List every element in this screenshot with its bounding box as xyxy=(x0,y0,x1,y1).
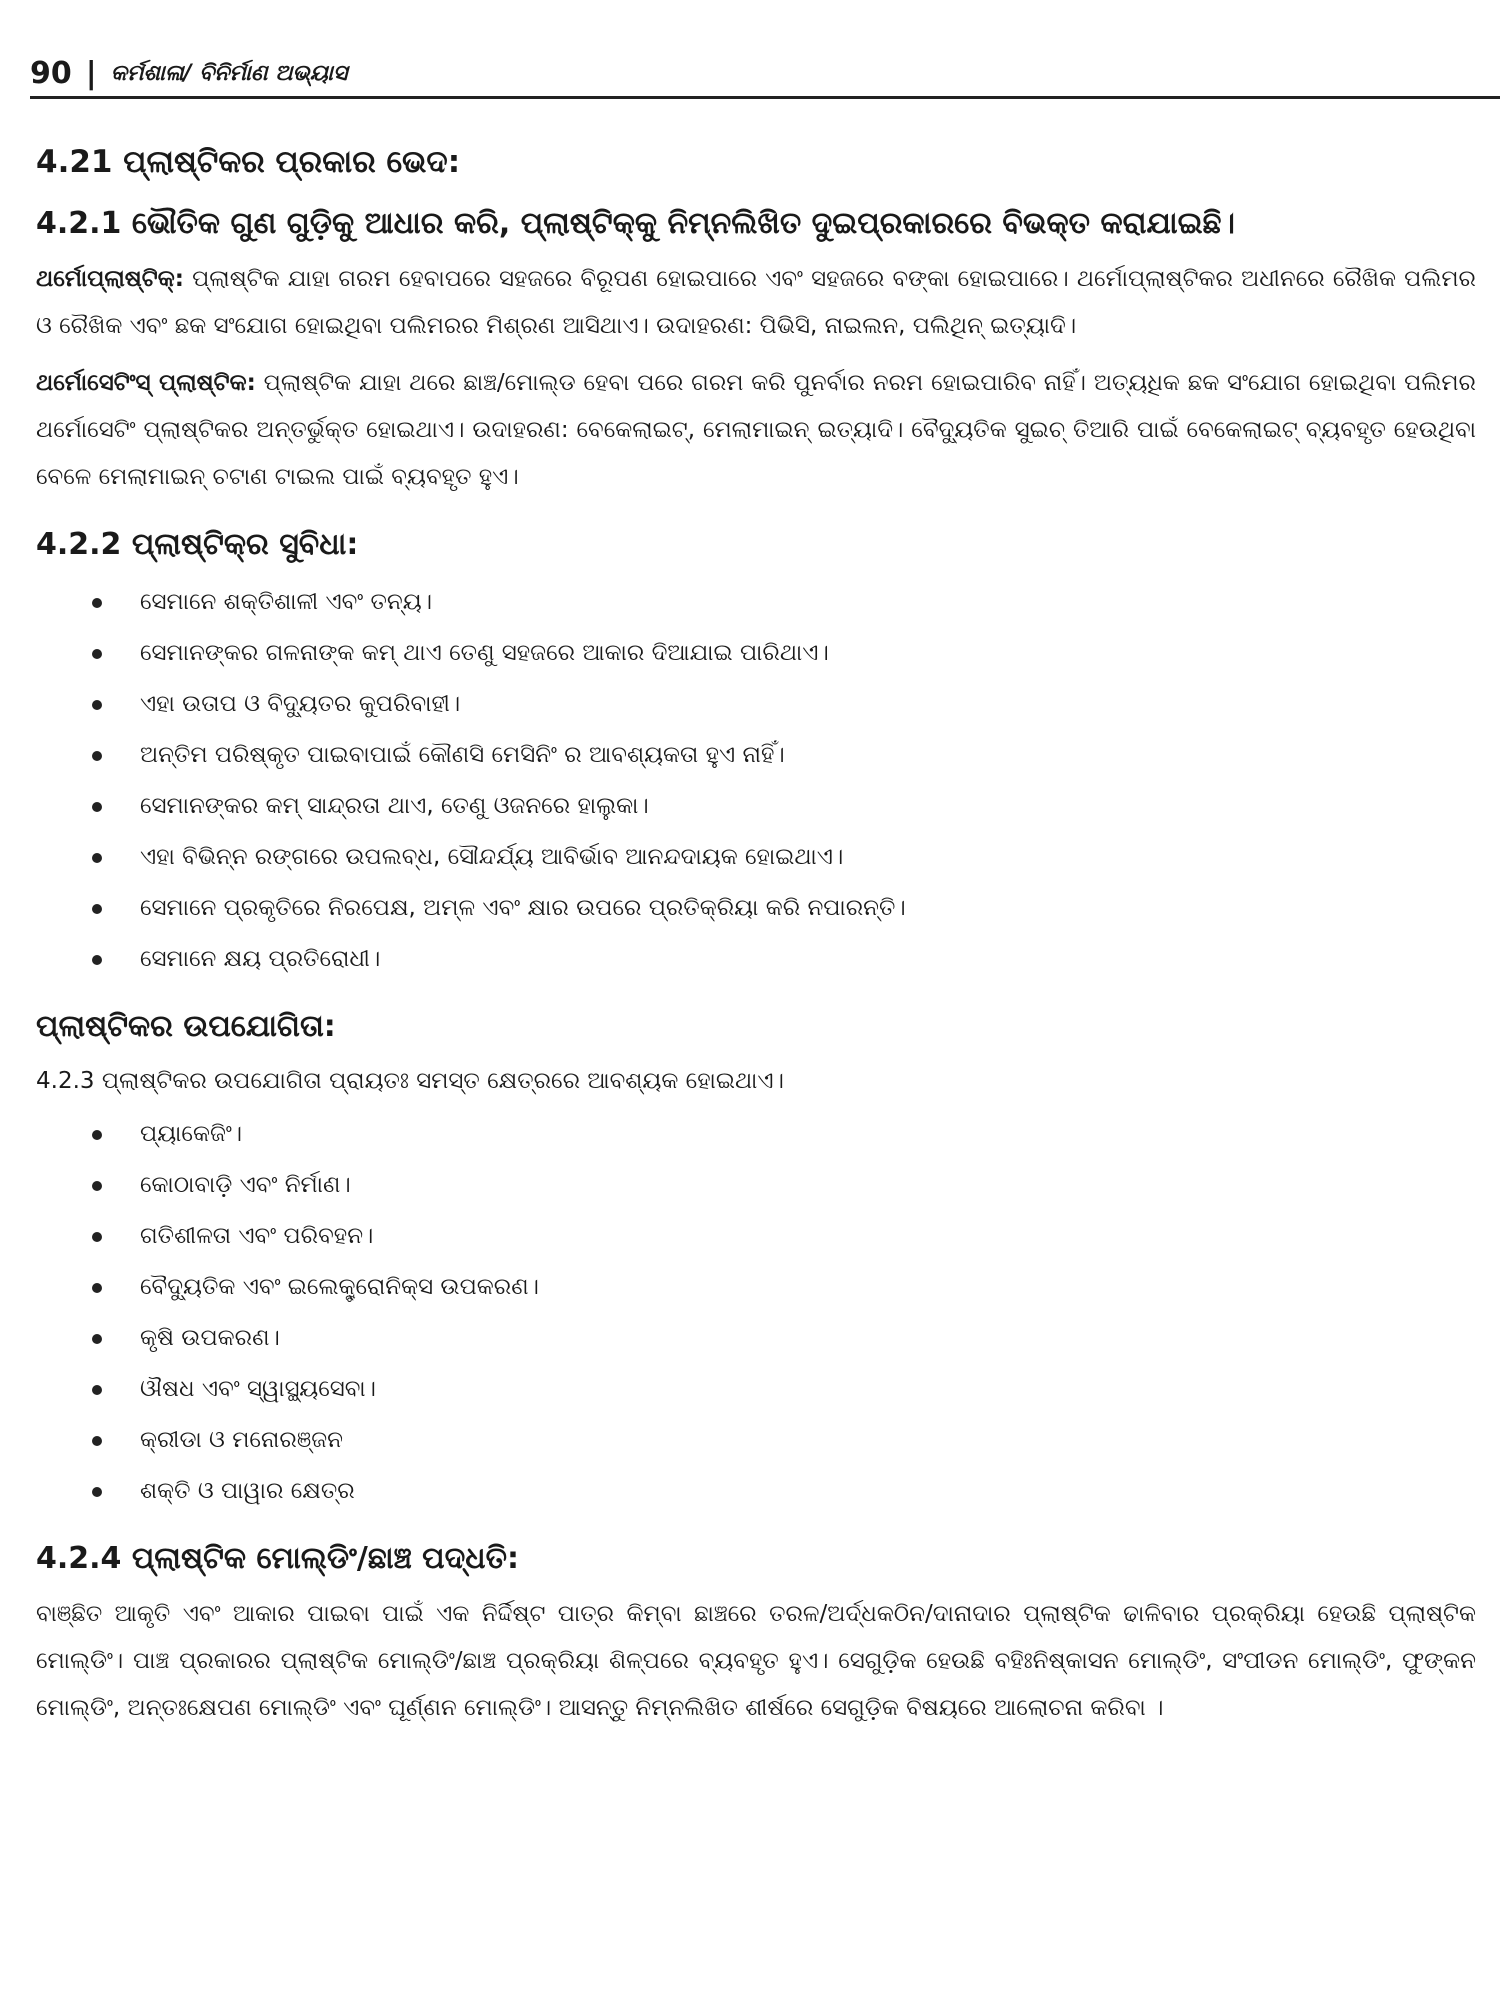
bullet-icon xyxy=(92,751,102,761)
bullet-icon xyxy=(92,598,102,608)
list-item-text: ବୈଦ୍ୟୁତିକ ଏବଂ ଇଲେକ୍ଟ୍ରୋନିକ୍ସ ଉପକରଣ। xyxy=(140,1274,539,1300)
list-item xyxy=(92,934,1476,985)
list-item-text: ସେମାନେ କ୍ଷୟ ପ୍ରତିରୋଧୀ। xyxy=(140,946,381,972)
list-item xyxy=(92,1364,1476,1415)
uses-intro: 4.2.3 ପ୍ଲାଷ୍ଟିକର ଉପଯୋଗିତା ପ୍ରାୟତଃ ସମସ୍ତ କ୍ଷେତ୍ରରେ ଆବଶ୍ୟକ ହୋଇଥାଏ। xyxy=(36,1068,784,1094)
list-item-text: କ୍ରୀଡା ଓ ମନୋରଞ୍ଜନ xyxy=(140,1427,343,1453)
bullet-icon xyxy=(92,1283,102,1293)
list-item xyxy=(92,832,1476,883)
running-title: କର୍ମଶାଳା/ ବିନିର୍ମାଣ ଅଭ୍ୟାସ xyxy=(110,60,348,86)
molding-paragraph: ବାଞ୍ଛିତ ଆକୃତି ଏବଂ ଆକାର ପାଇବା ପାଇଁ ଏକ ନିର୍ଦ୍ଦିଷ୍ଟ ପାତ୍ର କିମ୍ବା ଛାଞ୍ଚରେ ତରଳ/ଅର୍ଦ୍ଧକଠିନ/ଦାନାଦାର ପ୍ଲାଷ୍ଟିକ ଢାଳିବାର ପ୍ରକ୍ରିୟା ହେଉଛି ପ୍ଲାଷ୍ଟିକ ମୋଲ୍ଡିଂ। ପାଞ୍ଚ ପ୍ରକାରର ପ୍ଲାଷ୍ଟିକ ମୋଲ୍ଡିଂ/ଛାଞ୍ଚ ପ୍ରକ୍ରିୟା ଶିଳ୍ପରେ ବ୍ୟବହୃତ ହୁଏ। ସେଗୁଡ଼ିକ ହେଉଛି ବହିଃନିଷ୍କାସନ ମୋଲ୍ଡିଂ, ସଂପୀଡନ ମୋଲ୍ଡିଂ, ଫୁଙ୍କନ ମୋଲ୍ଡିଂ, ଅନ୍ତଃକ୍ଷେପଣ ମୋଲ୍ଡିଂ ଏବଂ ଘୂର୍ଣ୍ଣନ ମୋଲ୍ଡିଂ। ଆସନ୍ତୁ ନିମ୍ନଲିଖିତ ଶୀର୍ଷରେ ସେଗୁଡ଼ିକ ବିଷୟରେ ଆଲୋଚନା କରିବା । xyxy=(36,1601,1476,1721)
list-item-text: ଅନ୍ତିମ ପରିଷ୍କୃତ ପାଇବାପାଇଁ କୌଣସି ମେସିନିଂ ର ଆବଶ୍ୟକତା ହୁଏ ନାହିଁ। xyxy=(140,742,785,768)
thermoplastic-text: ପ୍ଲାଷ୍ଟିକ ଯାହା ଗରମ ହେବାପରେ ସହଜରେ ବିରୂପଣ ହୋଇପାରେ ଏବଂ ସହଜରେ ବଙ୍କା ହୋଇପାରେ। ଥର୍ମୋପ୍ଲାଷ୍ଟିକର ଅଧୀନରେ ରୈଖିକ ପଲିମର ଓ ରୈଖିକ ଏବଂ ଛକ ସଂଯୋଗ ହୋଇଥିବା ପଲିମରର ମିଶ୍ରଣ ଆସିଥାଏ। ଉଦାହରଣ: ପିଭିସି, ନାଇଲନ, ପଲିଥିନ୍ ଇତ୍ୟାଦି। xyxy=(36,266,1476,339)
list-item xyxy=(92,1262,1476,1313)
bullet-icon xyxy=(92,1130,102,1140)
thermoset-paragraph xyxy=(36,360,1476,501)
list-item-text: ସେମାନଙ୍କର ଗଳନାଙ୍କ କମ୍ ଥାଏ ତେଣୁ ସହଜରେ ଆକାର ଦିଆଯାଇ ପାରିଥାଏ। xyxy=(140,640,829,666)
list-item-text: କୃଷି ଉପକରଣ। xyxy=(140,1325,280,1351)
page-number: 90 xyxy=(30,55,72,91)
list-item xyxy=(92,781,1476,832)
list-item xyxy=(92,1109,1476,1160)
bullet-icon xyxy=(92,700,102,710)
advantages-list xyxy=(36,577,1476,985)
list-item-text: ଏହା ବିଭିନ୍ନ ରଙ୍ଗରେ ଉପଲବ୍ଧ, ସୌନ୍ଦର୍ଯ୍ୟ ଆବିର୍ଭାବ ଆନନ୍ଦଦାୟକ ହୋଇଥାଏ। xyxy=(140,844,844,870)
thermoplastic-paragraph xyxy=(36,256,1476,350)
list-item-text: ପ୍ୟାକେଜିଂ। xyxy=(140,1121,243,1147)
list-item-text: ସେମାନେ ଶକ୍ତିଶାଳୀ ଏବଂ ତନ୍ୟ। xyxy=(140,589,433,615)
list-item-text: ଔଷଧ ଏବଂ ସ୍ୱାସ୍ଥ୍ୟସେବା। xyxy=(140,1376,377,1402)
list-item xyxy=(92,577,1476,628)
list-item xyxy=(92,1211,1476,1262)
list-item-text: କୋଠାବାଡ଼ି ଏବଂ ନିର୍ମାଣ। xyxy=(140,1172,351,1198)
list-item xyxy=(92,730,1476,781)
list-item xyxy=(92,628,1476,679)
list-item xyxy=(92,1466,1476,1517)
bullet-icon xyxy=(92,1385,102,1395)
bullet-icon xyxy=(92,649,102,659)
bullet-icon xyxy=(92,1436,102,1446)
header-separator: | xyxy=(85,55,97,91)
bullet-icon xyxy=(92,1487,102,1497)
list-item xyxy=(92,883,1476,934)
bullet-icon xyxy=(92,1334,102,1344)
list-item-text: ଶକ୍ତି ଓ ପାୱାର କ୍ଷେତ୍ର xyxy=(140,1478,355,1504)
list-item xyxy=(92,679,1476,730)
bullet-icon xyxy=(92,955,102,965)
section-heading-types: 4.21 ପ୍ଲାଷ୍ଟିକର ପ୍ରକାର ଭେଦ: xyxy=(36,144,461,180)
section-heading-advantages: 4.2.2 ପ୍ଲାଷ୍ଟିକ୍‌ର ସୁବିଧା: xyxy=(36,527,359,562)
list-item-text: ଏହା ଉତାପ ଓ ବିଦ୍ୟୁତର କୁପରିବାହୀ। xyxy=(140,691,461,717)
bullet-icon xyxy=(92,1181,102,1191)
thermoset-text: ପ୍ଲାଷ୍ଟିକ ଯାହା ଥରେ ଛାଞ୍ଚ/ମୋଲ୍ଡ ହେବା ପରେ ଗରମ କରି ପୁନର୍ବାର ନରମ ହୋଇପାରିବ ନାହିଁ। ଅତ୍ୟଧିକ ଛକ ସଂଯୋଗ ହୋଇଥିବା ପଲିମର ଥର୍ମୋସେଟିଂ ପ୍ଲାଷ୍ଟିକର ଅନ୍ତର୍ଭୁକ୍ତ ହୋଇଥାଏ। ଉଦାହରଣ: ବେକେଲାଇଟ୍, ମେଲାମାଇନ୍ ଇତ୍ୟାଦି। ବୈଦ୍ୟୁତିକ ସୁଇଚ୍ ତିଆରି ପାଇଁ ବେକେଲାଇଟ୍ ବ୍ୟବହୃତ ହେଉଥିବା ବେଳେ ମେଲାମାଇନ୍ ଚଟାଣ ଟାଇଲ ପାଇଁ ବ୍ୟବହୃତ ହୁଏ। xyxy=(36,370,1476,490)
list-item xyxy=(92,1313,1476,1364)
page-content xyxy=(36,140,1476,1742)
bullet-icon xyxy=(92,853,102,863)
list-item-text: ସେମାନଙ୍କର କମ୍ ସାନ୍ଦ୍ରତା ଥାଏ, ତେଣୁ ଓଜନରେ ହାଲୁକା। xyxy=(140,793,649,819)
list-item xyxy=(92,1415,1476,1466)
list-item-text: ଗତିଶୀଳତା ଏବଂ ପରିବହନ। xyxy=(140,1223,374,1249)
bullet-icon xyxy=(92,904,102,914)
list-item xyxy=(92,1160,1476,1211)
uses-list xyxy=(36,1109,1476,1517)
sub-heading-classification: 4.2.1 ଭୌତିକ ଗୁଣ ଗୁଡ଼ିକୁ ଆଧାର କରି, ପ୍ଲାଷ୍ଟିକ୍‌କୁ ନିମ୍ନଲିଖିତ ଦୁଇପ୍ରକାରରେ ବିଭକ୍ତ କରାଯାଇଛି। xyxy=(36,206,1236,241)
list-item-text: ସେମାନେ ପ୍ରକୃତିରେ ନିରପେକ୍ଷ, ଅମ୍ଳ ଏବଂ କ୍ଷାର ଉପରେ ପ୍ରତିକ୍ରିୟା କରି ନପାରନ୍ତି। xyxy=(140,895,906,921)
thermoset-label: ଥର୍ମୋସେଟିଂସ୍ ପ୍ଲାଷ୍ଟିକ: xyxy=(36,370,256,396)
running-header xyxy=(30,50,1500,99)
section-heading-uses: ପ୍ଲାଷ୍ଟିକର ଉପଯୋଗିତା: xyxy=(36,1009,336,1044)
section-heading-molding: 4.2.4 ପ୍ଲାଷ୍ଟିକ ମୋଲ୍ଡିଂ/ଛାଞ୍ଚ ପଦ୍ଧତି: xyxy=(36,1541,519,1576)
bullet-icon xyxy=(92,1232,102,1242)
bullet-icon xyxy=(92,802,102,812)
thermoplastic-label: ଥର୍ମୋପ୍ଲାଷ୍ଟିକ୍: xyxy=(36,266,184,292)
